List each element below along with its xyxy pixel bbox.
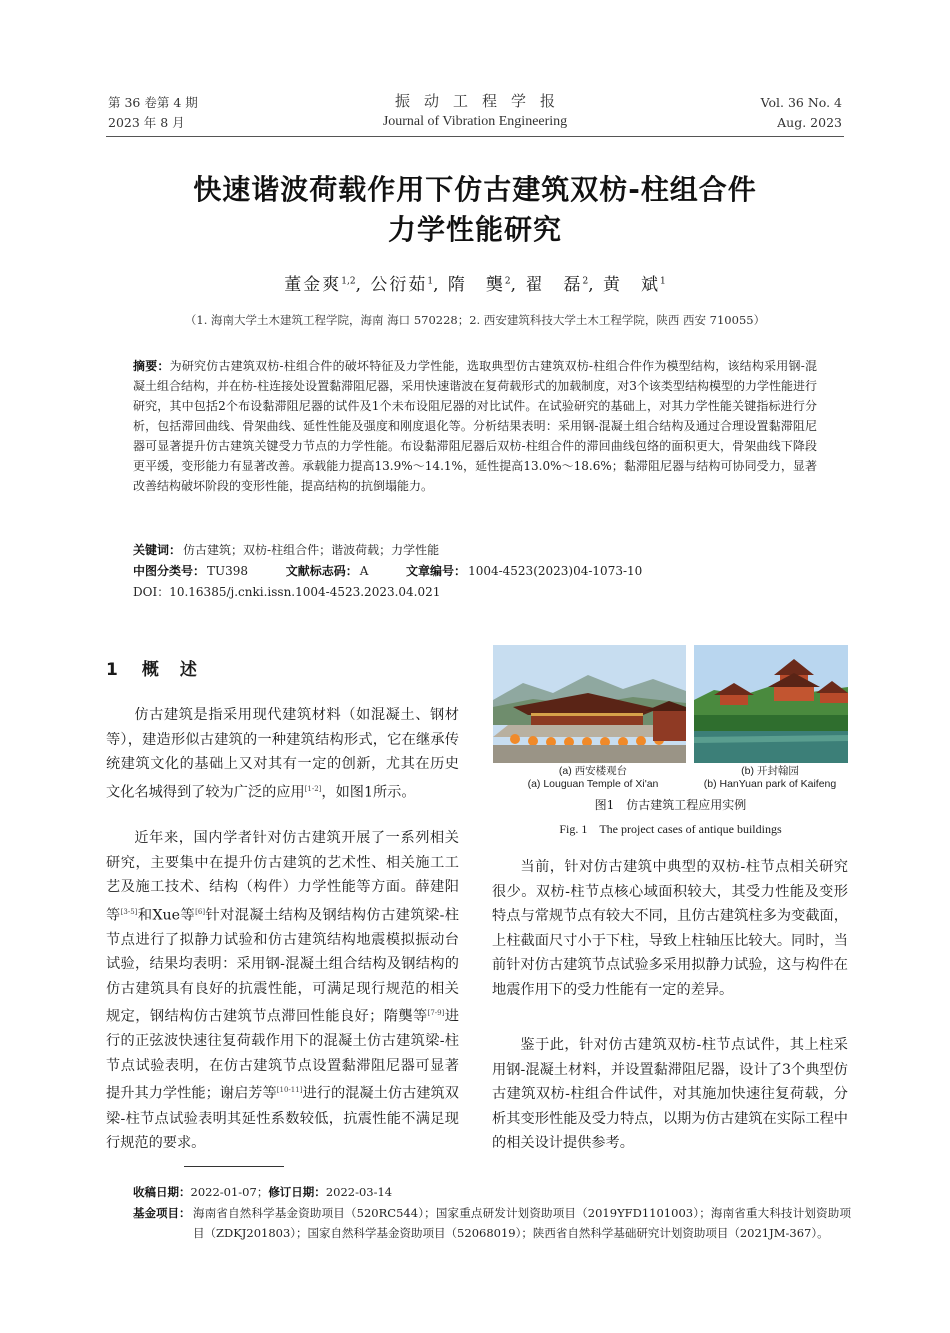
section-number: 1	[106, 660, 120, 680]
volume-issue-en: Vol. 36 No. 4	[760, 95, 842, 110]
section-title: 概 述	[141, 660, 199, 680]
citation: [3-5]	[120, 907, 138, 916]
author: 黄 斌$^1$	[603, 275, 666, 295]
abstract	[133, 356, 817, 496]
citation: [6]	[195, 907, 206, 916]
citation: [7-9]	[427, 1009, 445, 1018]
date-en: Aug. 2023	[777, 115, 842, 130]
figure-1	[493, 645, 848, 795]
volume-issue-cn: 第 36 卷第 4 期	[108, 95, 198, 110]
footnote-divider	[184, 1166, 284, 1167]
fund-label: 基金项目：	[133, 1206, 191, 1220]
received-date: 2022-01-07	[190, 1185, 257, 1199]
keywords	[133, 540, 823, 560]
author: 隋 龑$^2$	[447, 275, 511, 295]
section-heading	[106, 655, 199, 680]
header-divider	[106, 136, 844, 137]
doi: DOI：10.16385/j.cnki.issn.1004-4523.2023.04.021	[133, 585, 441, 599]
date-cn: 2023 年 8 月	[108, 115, 185, 130]
keywords-text: 仿古建筑；双枋-柱组合件；谐波荷载；力学性能	[183, 543, 440, 557]
subcaption-a: (a) 西安楼观台 (a) Louguan Temple of Xi'an	[527, 765, 659, 790]
citation: [10-11]	[276, 1086, 303, 1095]
clc-code: TU398	[207, 564, 249, 578]
journal-issue-right	[761, 93, 842, 133]
doc-code: A	[359, 564, 369, 578]
keywords-label: 关键词：	[133, 543, 182, 557]
body-paragraph: 鉴于此，针对仿古建筑双枋-柱节点试件，其上柱采用钢-混凝土材料，并设置黏滞阻尼器，设计了3个典型仿古建筑双枋-柱组合件试件，对其施加快速往复荷载，分析其变形性能及受力特点，以期为仿古建筑在实际工程中的相关设计提供参考。	[492, 1037, 848, 1151]
figure-caption-en: Fig. 1 The project cases of antique buildings	[559, 822, 782, 836]
doc-code-label: 文献标志码：	[285, 564, 358, 578]
author: 翟 磊$^2$	[525, 275, 589, 295]
received-dates: 收稿日期：2022-01-07；修订日期：2022-03-14	[133, 1185, 393, 1199]
body-paragraph: 近年来，国内学者针对仿古建筑开展了一系列相关研究，主要集中在提升仿古建筑的艺术性、相关施工工艺及施工技术、结构（构件）力学性能等方面。薛建阳等[3-5]和Xue等[6]针对混凝土结构及钢结构仿古建筑梁-柱节点进行了拟静力试验和仿古建筑结构地震模拟振动台试验，结果均表明：采用钢-混凝土组合结构及钢结构的仿古建筑具有良好的抗震性能，可满足现行规范的相关规定，钢结构仿古建筑节点滞回性能良好；隋龑等[7-9]进行的正弦波快速往复荷载作用下的混凝土仿古建筑梁-柱节点试验表明，在仿古建筑节点设置黏滞阻尼器可显著提升其力学性能；谢启芳等[10-11]进行的混凝土仿古建筑双梁-柱节点试验表明其延性系数较低，抗震性能不满足现行规范的要求。	[106, 830, 459, 1152]
title-line-1: 快速谐波荷载作用下仿古建筑双枋-柱组合件	[193, 173, 757, 206]
body-paragraph: 仿古建筑是指采用现代建筑材料（如混凝土、钢材等），建造形似古建筑的一种建筑结构形式，它在继承传统建筑文化的基础上又对其有一定的创新，尤其在历史文化名城得到了较为广泛的应用[1-2]，如图1所示。	[106, 707, 459, 801]
revised-date: 2022-03-14	[325, 1185, 393, 1199]
classification-line	[133, 561, 823, 581]
article-number-label: 文章编号：	[406, 564, 467, 578]
subcaption-b: (b) 开封翰园 (b) HanYuan park of Kaifeng	[703, 765, 837, 790]
citation: [1-2]	[304, 784, 322, 793]
body-paragraph: 当前，针对仿古建筑中典型的双枋-柱节点相关研究很少。双枋-柱节点核心域面积较大，其受力性能及变形特点与常规节点有较大不同，且仿古建筑柱多为变截面，上柱截面尺寸小于下柱，导致上柱轴压比较大。同时，当前针对仿古建筑节点试验多采用拟静力试验，这与构件在地震作用下的受力性能有一定的差异。	[492, 859, 848, 998]
paper-title	[0, 170, 950, 250]
journal-name-cn: 振动工程学报	[394, 92, 569, 110]
abstract-label: 摘要：	[133, 359, 170, 373]
affiliations: （1. 海南大学土木建筑工程学院，海南 海口 570228；2. 西安建筑科技大学土木工程学院，陕西 西安 710055）	[184, 313, 766, 327]
photo-louguan-temple	[493, 645, 686, 763]
author: 董金爽$^{1,2}$	[284, 275, 356, 295]
author-list: 董金爽$^{1,2}$, 公衍茹$^1$, 隋 龑$^2$, 翟 磊$^2$, 黄 斌$^1$	[284, 275, 666, 295]
clc-label: 中图分类号：	[133, 564, 206, 578]
article-number: 1004-4523(2023)04-1073-10	[468, 564, 643, 578]
abstract-text: 为研究仿古建筑双枋-柱组合件的破坏特征及力学性能，选取典型仿古建筑双枋-柱组合件作为模型结构，该结构采用钢-混凝土组合结构，并在枋-柱连接处设置黏滞阻尼器，采用快速谐波在复荷载形式的加载制度，对3个该类型结构模型的力学性能进行研究，其中包括2个布设黏滞阻尼器的试件及1个未布设阻尼器的对比试件。在试验研究的基础上，对其力学性能关键指标进行分析，包括滞回曲线、骨架曲线、延性性能及强度和刚度退化等。分析结果表明：采用钢-混凝土组合结构及通过合理设置黏滞阻尼器可显著提升仿古建筑关键受力节点的力学性能。布设黏滞阻尼器后双枋-柱组合件的滞回曲线包络的面积更大，骨架曲线下降段更平缓，变形能力有显著改善。承载能力提高13.9%～14.1%，延性提高13.0%～18.6%；黏滞阻尼器与结构可协同受力，显著改善结构破坏阶段的变形性能，提高结构的抗倒塌能力。	[133, 359, 817, 493]
title-line-2: 力学性能研究	[387, 213, 562, 246]
journal-name-en: Journal of Vibration Engineering	[382, 114, 568, 129]
figure-caption-cn: 图1 仿古建筑工程应用实例	[594, 798, 747, 812]
fund-text: 海南省自然科学基金资助项目（520RC544）；国家重点研发计划资助项目（2019YFD1101003）；海南省重大科技计划资助项目（ZDKJ201803）；国家自然科学基金资助项目（52068019）；陕西省自然科学基础研究计划资助项目（2021JM-367）。	[193, 1206, 851, 1240]
author: 公衍茹$^1$	[370, 275, 434, 295]
photo-hanyuan-park	[694, 645, 848, 763]
